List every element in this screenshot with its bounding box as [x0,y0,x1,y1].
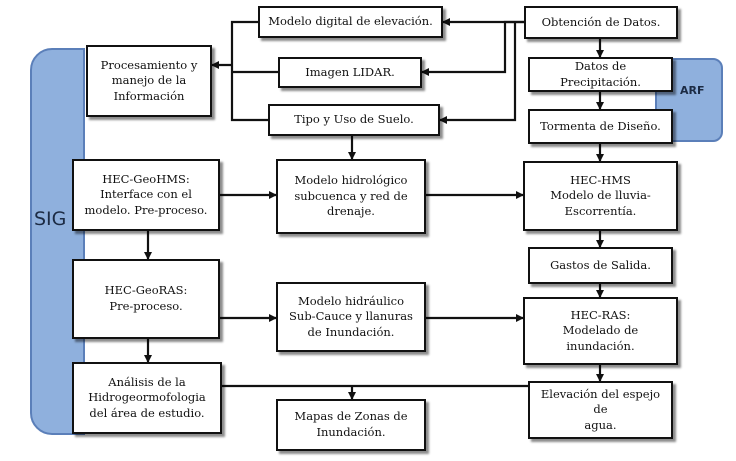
box-mapas-zonas-inundacion: Mapas de Zonas de Inundación. [276,399,426,451]
box-obtencion-datos: Obtención de Datos. [524,6,678,39]
box-modelo-hidrologico: Modelo hidrológico subcuenca y red de drenaje. [276,159,426,234]
box-modelo-hidraulico: Modelo hidráulico Sub-Cauce y llanuras de Inundación. [276,282,426,352]
box-hec-georas: HEC-GeoRAS: Pre-proceso. [72,259,220,339]
box-procesamiento: Procesamiento y manejo de la Información [86,45,212,117]
sig-label: SIG [34,208,67,230]
box-tormenta-diseno: Tormenta de Diseño. [528,109,673,144]
box-hec-geohms: HEC-GeoHMS: Interface con el modelo. Pre-proceso. [72,159,220,231]
box-elevacion-espejo-agua: Elevación del espejo de agua. [528,381,673,439]
box-gastos-salida: Gastos de Salida. [528,247,673,284]
box-tipo-uso-suelo: Tipo y Uso de Suelo. [268,104,440,136]
box-imagen-lidar: Imagen LIDAR. [278,57,422,88]
arf-label: ARF [680,84,705,97]
box-datos-precipitacion: Datos de Precipitación. [528,57,673,92]
box-hec-ras: HEC-RAS: Modelado de inundación. [523,297,678,365]
box-modelo-digital-elevacion: Modelo digital de elevación. [258,6,443,38]
box-hec-hms: HEC-HMS Modelo de lluvia- Escorrentía. [523,161,678,231]
box-analisis-hidrogeomorfologia: Análisis de la Hidrogeormofologia del área de estudio. [72,362,222,434]
